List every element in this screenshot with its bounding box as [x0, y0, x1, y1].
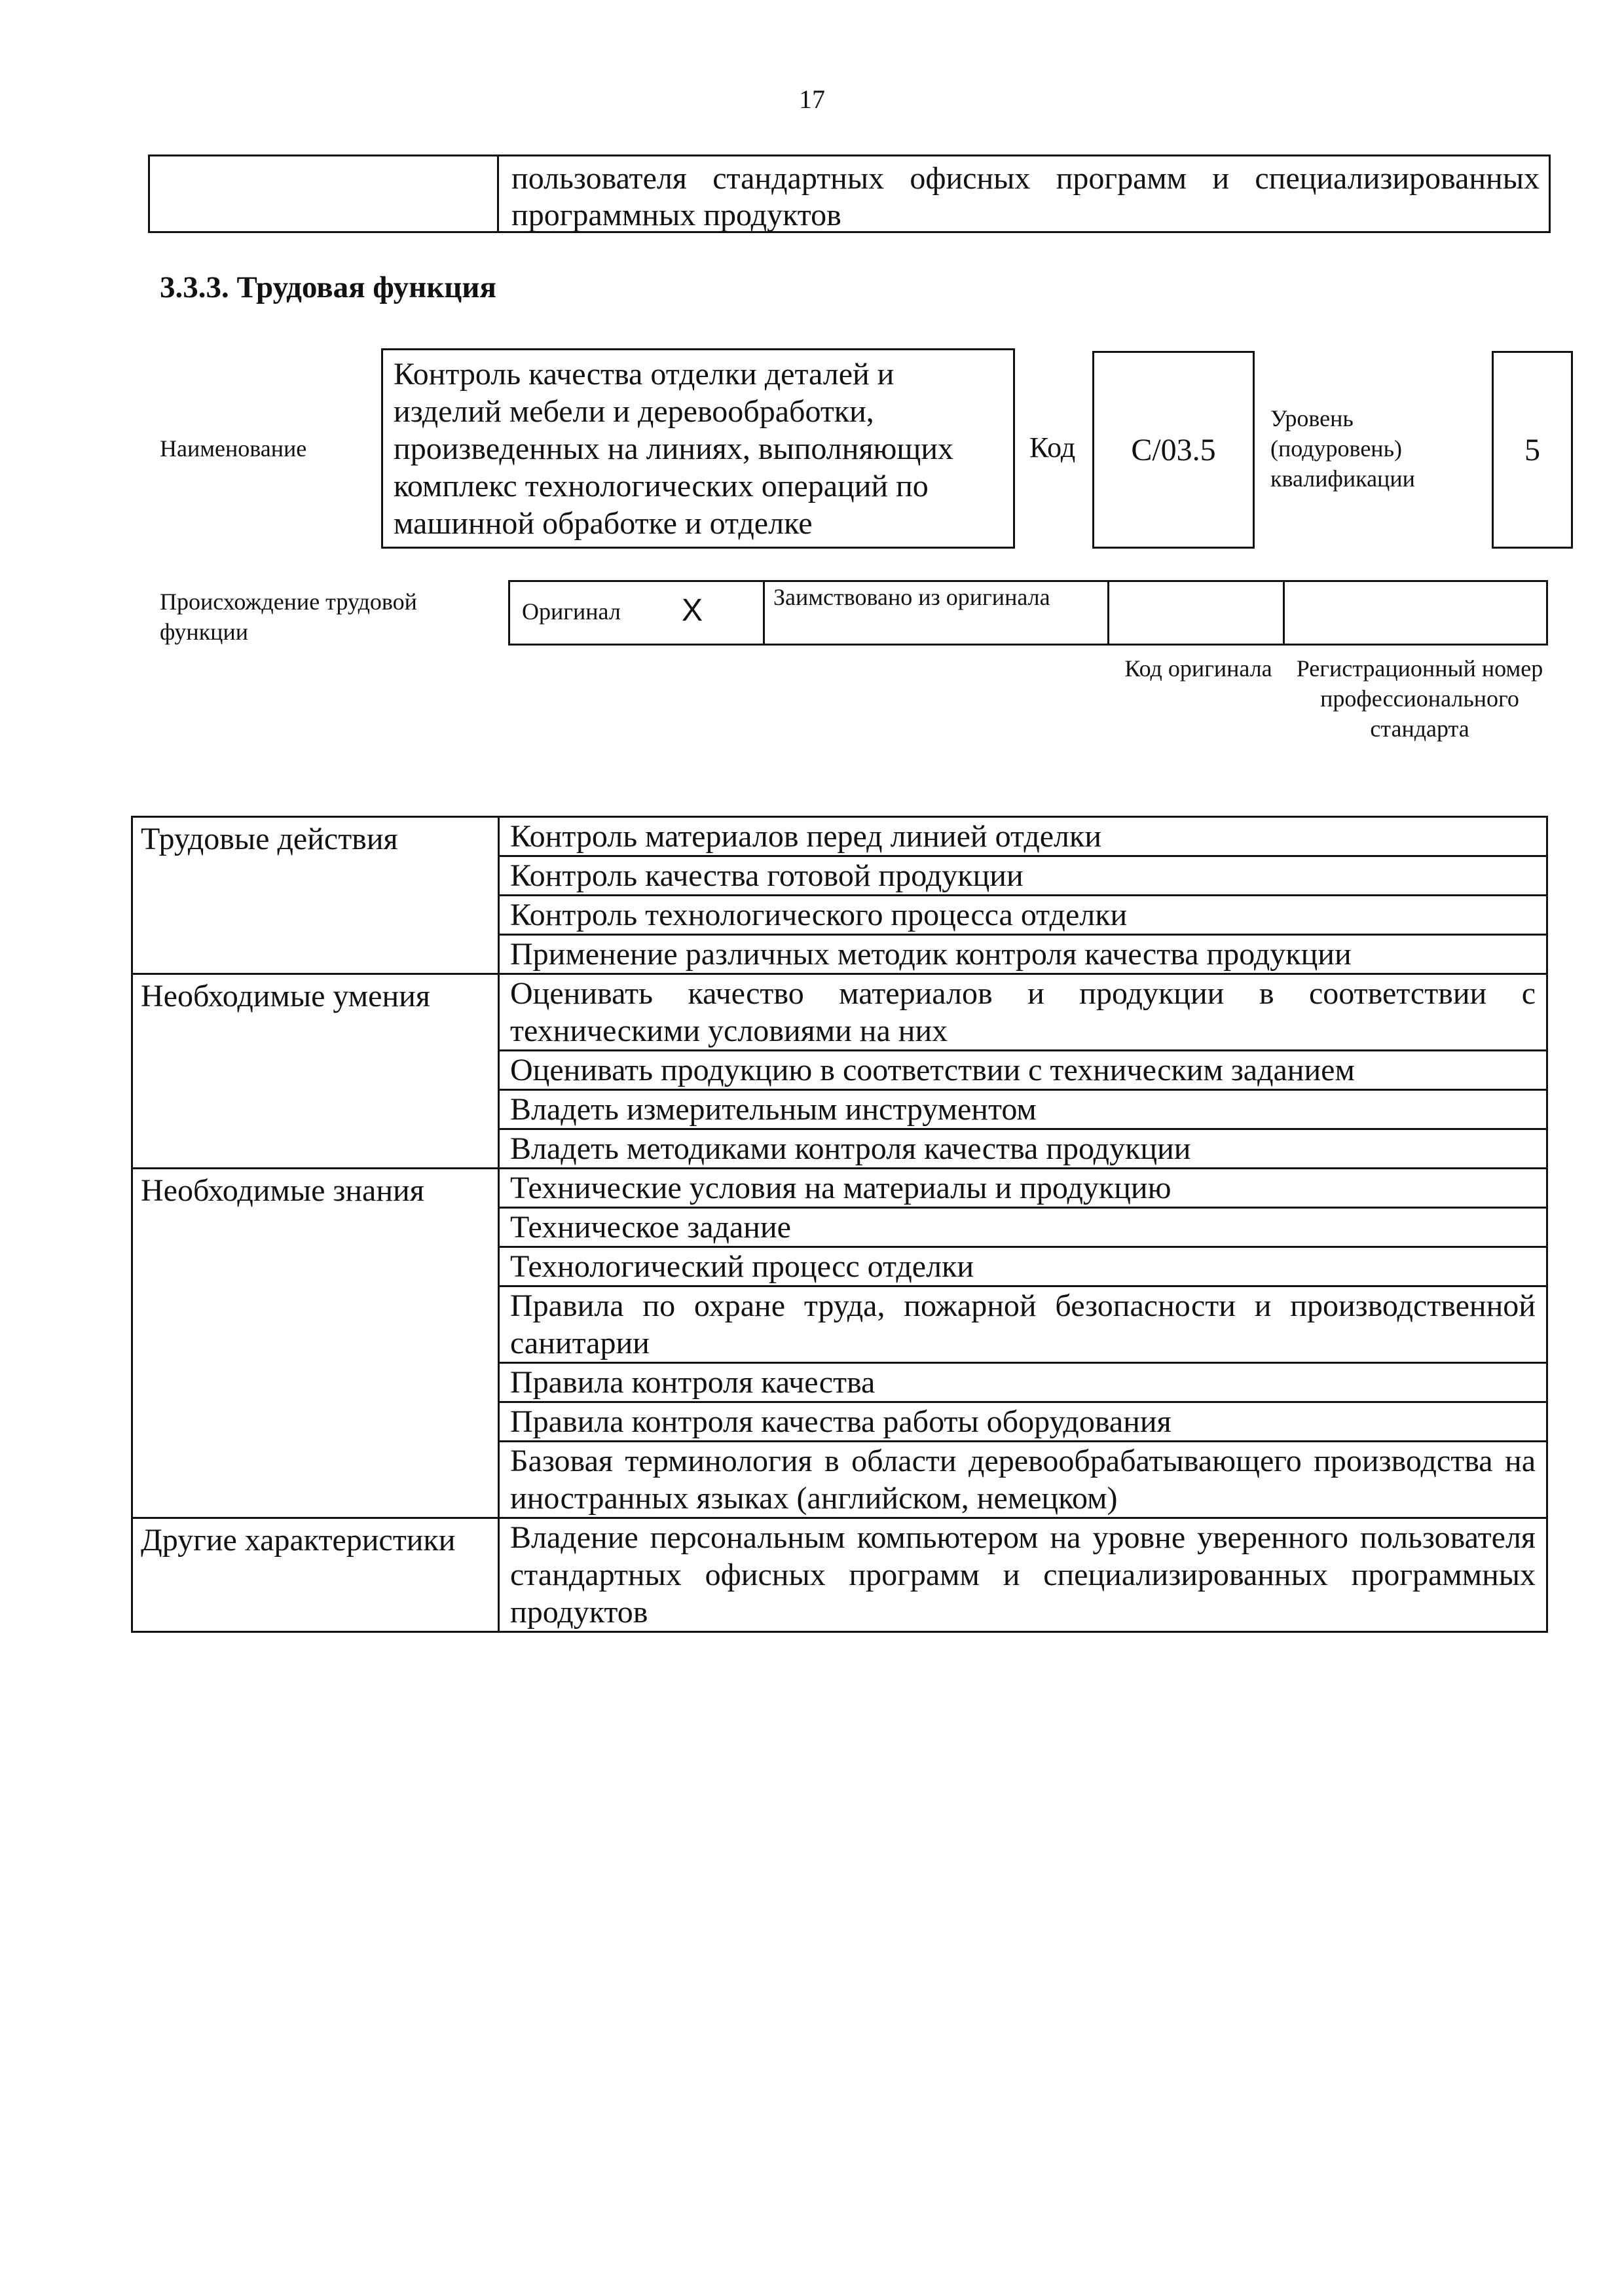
item-cell: Владеть измерительным инструментом: [499, 1090, 1547, 1129]
item-cell: Оценивать продукцию в соответствии с техническим заданием: [499, 1051, 1547, 1090]
item-cell: Оценивать качество материалов и продукции в соответствии с техническими условиями на них: [499, 974, 1547, 1051]
item-cell: Правила по охране труда, пожарной безопасности и производственной санитарии: [499, 1286, 1547, 1363]
item-cell: Владение персональным компьютером на уровне уверенного пользователя стандартных офисных программ и специализированных программных продуктов: [499, 1518, 1547, 1632]
cell-divider: [1107, 582, 1109, 644]
item-cell: Техническое задание: [499, 1208, 1547, 1247]
item-cell: Контроль качества готовой продукции: [499, 856, 1547, 896]
item-cell: Базовая терминология в области деревообрабатывающего производства на иностранных языках (английском, немецком): [499, 1442, 1547, 1518]
code-label: Код: [1029, 431, 1076, 464]
category-cell: Другие характеристики: [132, 1518, 499, 1632]
page-number: 17: [799, 84, 825, 114]
item-cell: Правила контроля качества работы оборудования: [499, 1402, 1547, 1442]
cell-divider: [763, 582, 765, 644]
category-cell: Трудовые действия: [132, 817, 499, 974]
category-cell: Необходимые знания: [132, 1169, 499, 1518]
item-cell: Контроль технологического процесса отделки: [499, 896, 1547, 935]
section-title: 3.3.3. Трудовая функция: [160, 270, 496, 304]
table-row: [132, 817, 1547, 856]
level-label: Уровень (подуровень) квалификации: [1270, 405, 1415, 492]
code-value-box: С/03.5: [1092, 351, 1255, 549]
code-original-caption: Код оригинала: [1124, 655, 1272, 682]
cell-divider: [1283, 582, 1285, 644]
table-row: [132, 1518, 1547, 1632]
origin-label: Происхождение трудовой функции: [160, 589, 417, 645]
origin-table: [508, 580, 1548, 646]
item-cell: Правила контроля качества: [499, 1363, 1547, 1402]
original-mark: X: [682, 593, 703, 628]
table-divider: [497, 156, 499, 231]
table-row: [132, 974, 1547, 1051]
reg-number-caption: Регистрационный номер профессионального стандарта: [1296, 655, 1543, 742]
borrowed-label: Заимствовано из оригинала: [773, 584, 1050, 610]
name-label: Наименование: [160, 435, 307, 462]
table-row: [132, 1169, 1547, 1208]
category-cell: Необходимые умения: [132, 974, 499, 1169]
labor-function-table: [131, 816, 1548, 1633]
function-name-box: Контроль качества отделки деталей и изделий мебели и деревообработки, произведенных на линиях, выполняющих комплекс технологических операций по машинной обработке и отделке: [381, 348, 1015, 549]
item-cell: Технологический процесс отделки: [499, 1247, 1547, 1286]
continuation-table: [148, 155, 1551, 233]
level-value-box: 5: [1492, 351, 1573, 549]
continuation-text: пользователя стандартных офисных программ и специализированных программных продуктов: [511, 161, 1540, 232]
item-cell: Владеть методиками контроля качества продукции: [499, 1129, 1547, 1169]
item-cell: Контроль материалов перед линией отделки: [499, 817, 1547, 856]
item-cell: Применение различных методик контроля качества продукции: [499, 935, 1547, 974]
original-label: Оригинал: [522, 598, 621, 625]
item-cell: Технические условия на материалы и продукцию: [499, 1169, 1547, 1208]
